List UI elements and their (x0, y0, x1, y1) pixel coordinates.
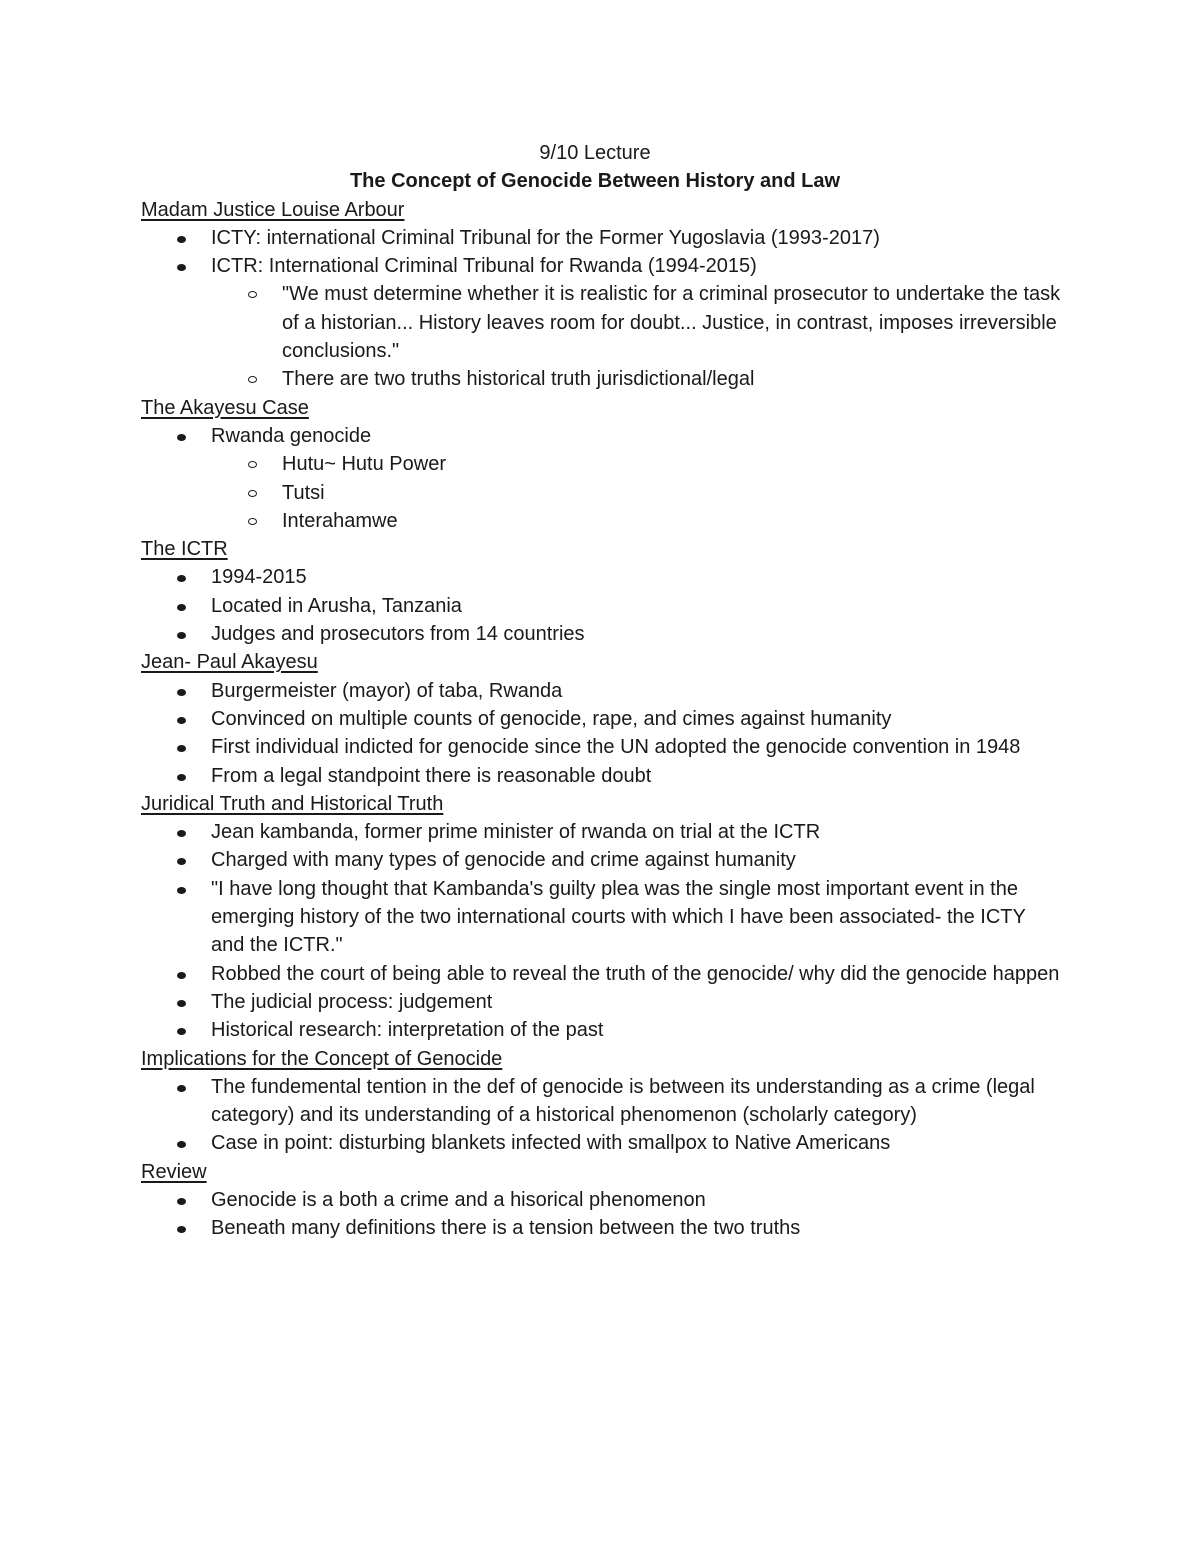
list-item: The judicial process: judgement (141, 988, 1061, 1016)
bullet-icon (177, 858, 186, 865)
implications-list (141, 1073, 1061, 1158)
bullet-icon (177, 745, 186, 752)
section-heading-ictr: The ICTR (141, 538, 228, 561)
hollow-bullet-icon (248, 376, 257, 383)
section-heading-arbour: Madam Justice Louise Arbour (141, 198, 405, 221)
bullet-icon (177, 774, 186, 781)
bullet-icon (177, 434, 186, 441)
review-list (141, 1186, 1061, 1243)
list-item: Historical research: interpretation of the past (141, 1016, 1061, 1044)
arbour-sub-list (211, 280, 1061, 393)
sub-list-item: Interahamwe (211, 507, 1061, 535)
bullet-icon (177, 1198, 186, 1205)
bullet-icon (177, 972, 186, 979)
sub-list-item: "We must determine whether it is realistic for a criminal prosecutor to undertake the task of a historian... History leaves room for doubt... Justice, in contrast, imposes irreversible conclusions." (211, 280, 1061, 365)
bullet-icon (177, 1226, 186, 1233)
bullet-icon (177, 830, 186, 837)
list-item: Genocide is a both a crime and a hisorical phenomenon (141, 1186, 1061, 1214)
list-item: First individual indicted for genocide since the UN adopted the genocide convention in 1948 (141, 733, 1061, 761)
jean-paul-list (141, 677, 1061, 790)
section-heading-review: Review (141, 1160, 207, 1183)
list-item: Convinced on multiple counts of genocide, rape, and cimes against humanity (141, 705, 1061, 733)
bullet-icon (177, 632, 186, 639)
list-item: Robbed the court of being able to reveal the truth of the genocide/ why did the genocide happen (141, 960, 1061, 988)
list-item: Burgermeister (mayor) of taba, Rwanda (141, 677, 1061, 705)
list-item: From a legal standpoint there is reasonable doubt (141, 762, 1061, 790)
bullet-icon (177, 689, 186, 696)
hollow-bullet-icon (248, 291, 257, 298)
list-item: ICTR: International Criminal Tribunal for Rwanda (1994-2015) "We must determine whether it is realistic for a criminal prosecutor to undertake the task of a historian... History leaves room for doubt... Justice, in contrast, imposes irreversible conclusions." There are two truths historical truth jurisdictional/legal (141, 252, 1061, 393)
list-item: 1994-2015 (141, 563, 1061, 591)
list-item: Jean kambanda, former prime minister of rwanda on trial at the ICTR (141, 818, 1061, 846)
bullet-icon (177, 1000, 186, 1007)
bullet-icon (177, 236, 186, 243)
bullet-icon (177, 887, 186, 894)
list-item: The fundemental tention in the def of genocide is between its understanding as a crime (legal category) and its understanding of a historical phenomenon (scholarly category) (141, 1073, 1061, 1130)
section-heading-akayesu-case: The Akayesu Case (141, 396, 309, 419)
bullet-icon (177, 1085, 186, 1092)
ictr-list (141, 563, 1061, 648)
sub-list-item: Hutu~ Hutu Power (211, 450, 1061, 478)
section-heading-jean-paul-akayesu: Jean- Paul Akayesu (141, 651, 318, 674)
document-title: The Concept of Genocide Between History and Law (349, 170, 841, 193)
bullet-icon (177, 717, 186, 724)
list-item: Charged with many types of genocide and crime against humanity (141, 846, 1061, 874)
hollow-bullet-icon (248, 490, 257, 497)
list-item: Case in point: disturbing blankets infected with smallpox to Native Americans (141, 1129, 1061, 1157)
sub-list-item: There are two truths historical truth jurisdictional/legal (211, 365, 1061, 393)
list-item: Judges and prosecutors from 14 countries (141, 620, 1061, 648)
section-heading-implications: Implications for the Concept of Genocide (141, 1047, 503, 1070)
list-item: Rwanda genocide Hutu~ Hutu Power Tutsi Interahamwe (141, 422, 1061, 535)
bullet-icon (177, 1141, 186, 1148)
bullet-icon (177, 264, 186, 271)
hollow-bullet-icon (248, 518, 257, 525)
list-item: ICTY: international Criminal Tribunal for the Former Yugoslavia (1993-2017) (141, 224, 1061, 252)
akayesu-case-sub-list (211, 450, 1061, 535)
juridical-list (141, 818, 1061, 1044)
list-item: "I have long thought that Kambanda's guilty plea was the single most important event in the emerging history of the two international courts with which I have been associated- the ICTY and the ICTR." (141, 875, 1061, 960)
bullet-icon (177, 575, 186, 582)
hollow-bullet-icon (248, 461, 257, 468)
akayesu-case-list (141, 422, 1061, 535)
lecture-date: 9/10 Lecture (539, 142, 651, 164)
list-item: Beneath many definitions there is a tension between the two truths (141, 1214, 1061, 1242)
bullet-icon (177, 604, 186, 611)
document-body (141, 139, 1061, 1243)
bullet-icon (177, 1028, 186, 1035)
list-item: Located in Arusha, Tanzania (141, 592, 1061, 620)
arbour-list (141, 224, 1061, 394)
section-heading-juridical-truth: Juridical Truth and Historical Truth (141, 792, 444, 815)
sub-list-item: Tutsi (211, 479, 1061, 507)
